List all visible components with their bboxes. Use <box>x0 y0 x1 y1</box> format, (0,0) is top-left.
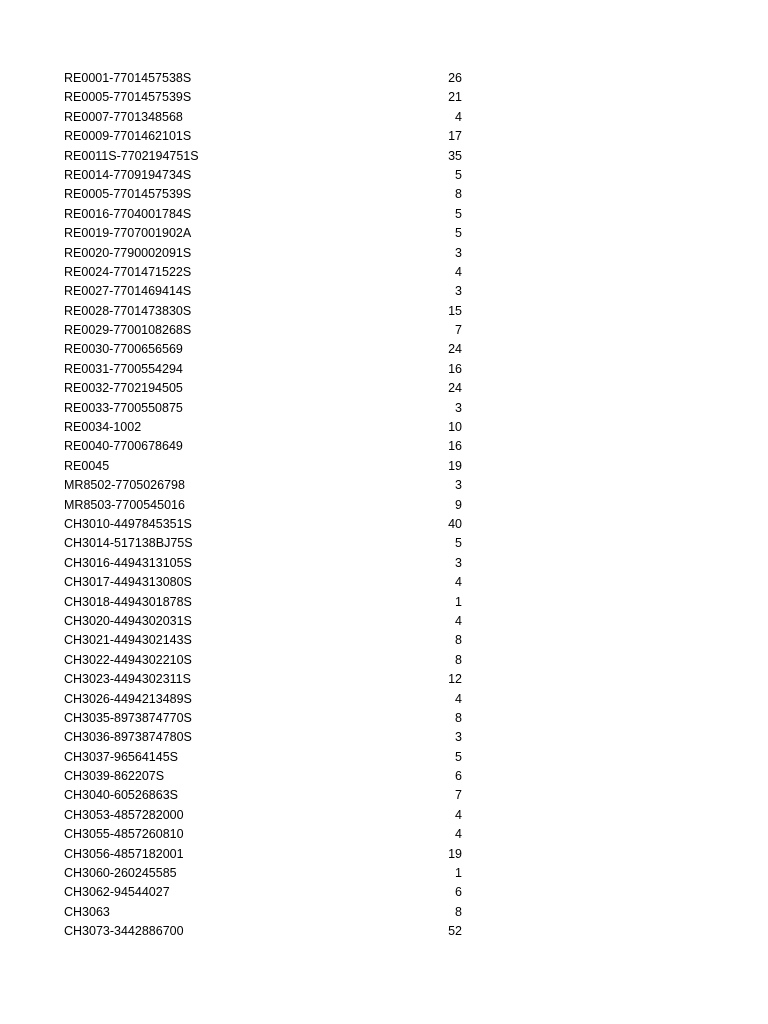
part-quantity: 10 <box>448 420 462 435</box>
part-quantity: 4 <box>455 807 462 822</box>
part-code: RE0019-7707001902A <box>64 226 192 241</box>
part-code: RE0007-7701348568 <box>64 109 183 124</box>
part-quantity: 6 <box>455 769 462 784</box>
list-row <box>64 108 464 127</box>
part-code: CH3063 <box>64 904 110 919</box>
part-code: RE0020-7790002091S <box>64 245 192 260</box>
list-row <box>64 631 464 650</box>
part-quantity: 8 <box>455 633 462 648</box>
list-row <box>64 651 464 670</box>
list-row <box>64 302 464 321</box>
list-row <box>64 418 464 437</box>
part-quantity: 3 <box>455 245 462 260</box>
part-code: CH3053-4857282000 <box>64 807 184 822</box>
part-quantity: 16 <box>448 439 462 454</box>
part-quantity: 3 <box>455 555 462 570</box>
part-quantity: 35 <box>448 148 462 163</box>
part-quantity: 19 <box>448 458 462 473</box>
part-code: CH3018-4494301878S <box>64 594 192 609</box>
part-code: CH3035-8973874770S <box>64 710 192 725</box>
part-code: RE0028-7701473830S <box>64 303 192 318</box>
list-row <box>64 670 464 689</box>
part-quantity: 9 <box>455 497 462 512</box>
part-quantity: 4 <box>455 827 462 842</box>
part-quantity: 4 <box>455 613 462 628</box>
list-row <box>64 786 464 805</box>
list-row <box>64 244 464 263</box>
part-quantity: 8 <box>455 904 462 919</box>
list-row <box>64 922 464 941</box>
part-code: RE0001-7701457538S <box>64 71 192 85</box>
part-code: CH3040-60526863S <box>64 788 178 803</box>
part-quantity: 4 <box>455 109 462 124</box>
part-quantity: 5 <box>455 226 462 241</box>
list-row <box>64 282 464 301</box>
list-row <box>64 476 464 495</box>
part-quantity: 5 <box>455 536 462 551</box>
parts-list <box>64 69 464 942</box>
part-code: MR8502-7705026798 <box>64 478 185 493</box>
part-code: CH3056-4857182001 <box>64 846 184 861</box>
part-code: RE0033-7700550875 <box>64 400 183 415</box>
part-code: CH3021-4494302143S <box>64 633 192 648</box>
part-code: RE0024-7701471522S <box>64 264 192 279</box>
list-row <box>64 864 464 883</box>
part-code: RE0029-7700108268S <box>64 323 192 338</box>
list-row <box>64 534 464 553</box>
part-quantity: 24 <box>448 381 462 396</box>
part-quantity: 24 <box>448 342 462 357</box>
part-code: MR8503-7700545016 <box>64 497 185 512</box>
list-row <box>64 690 464 709</box>
list-row <box>64 69 464 88</box>
part-quantity: 5 <box>455 749 462 764</box>
part-quantity: 40 <box>448 516 462 531</box>
list-row <box>64 127 464 146</box>
part-quantity: 12 <box>448 672 462 687</box>
part-quantity: 7 <box>455 323 462 338</box>
part-quantity: 52 <box>448 924 462 939</box>
part-quantity: 1 <box>455 866 462 881</box>
list-row <box>64 399 464 418</box>
list-row <box>64 147 464 166</box>
part-code: RE0005-7701457539S <box>64 90 192 105</box>
part-code: RE0045 <box>64 458 110 473</box>
list-row <box>64 593 464 612</box>
list-row <box>64 166 464 185</box>
part-quantity: 8 <box>455 710 462 725</box>
list-row <box>64 496 464 515</box>
part-code: CH3073-3442886700 <box>64 924 184 939</box>
list-row <box>64 340 464 359</box>
list-row <box>64 728 464 747</box>
list-row <box>64 709 464 728</box>
part-code: CH3023-4494302311S <box>64 672 191 687</box>
part-code: RE0032-7702194505 <box>64 381 183 396</box>
part-code: CH3026-4494213489S <box>64 691 192 706</box>
part-code: CH3014-517138BJ75S <box>64 536 193 551</box>
part-quantity: 17 <box>448 129 462 144</box>
part-code: CH3016-4494313105S <box>64 555 192 570</box>
part-quantity: 21 <box>448 90 462 105</box>
list-row <box>64 748 464 767</box>
part-quantity: 3 <box>455 730 462 745</box>
part-code: RE0040-7700678649 <box>64 439 183 454</box>
part-code: CH3036-8973874780S <box>64 730 192 745</box>
list-row <box>64 457 464 476</box>
list-row <box>64 573 464 592</box>
part-code: CH3010-4497845351S <box>64 516 192 531</box>
part-quantity: 5 <box>455 167 462 182</box>
part-code: RE0009-7701462101S <box>64 129 192 144</box>
part-code: CH3022-4494302210S <box>64 652 192 667</box>
part-code: CH3062-94544027 <box>64 885 170 900</box>
list-row <box>64 903 464 922</box>
part-quantity: 7 <box>455 788 462 803</box>
part-quantity: 5 <box>455 206 462 221</box>
part-code: RE0005-7701457539S <box>64 187 192 202</box>
part-code: CH3055-4857260810 <box>64 827 184 842</box>
part-code: CH3039-862207S <box>64 769 165 784</box>
part-quantity: 1 <box>455 594 462 609</box>
part-code: CH3060-260245585 <box>64 866 177 881</box>
list-row <box>64 379 464 398</box>
part-quantity: 6 <box>455 885 462 900</box>
part-code: RE0030-7700656569 <box>64 342 183 357</box>
part-quantity: 4 <box>455 575 462 590</box>
part-code: RE0016-7704001784S <box>64 206 192 221</box>
list-row <box>64 612 464 631</box>
list-row <box>64 845 464 864</box>
list-row <box>64 515 464 534</box>
part-quantity: 3 <box>455 400 462 415</box>
part-code: RE0027-7701469414S <box>64 284 192 299</box>
list-row <box>64 767 464 786</box>
list-row <box>64 554 464 573</box>
part-quantity: 8 <box>455 652 462 667</box>
list-row <box>64 806 464 825</box>
list-row <box>64 224 464 243</box>
part-quantity: 4 <box>455 264 462 279</box>
part-code: RE0014-7709194734S <box>64 167 192 182</box>
part-code: CH3037-96564145S <box>64 749 178 764</box>
part-quantity: 16 <box>448 361 462 376</box>
part-code: CH3017-4494313080S <box>64 575 192 590</box>
part-code: RE0031-7700554294 <box>64 361 183 376</box>
list-row <box>64 360 464 379</box>
list-row <box>64 321 464 340</box>
list-row <box>64 263 464 282</box>
list-row <box>64 825 464 844</box>
part-code: RE0034-1002 <box>64 420 142 435</box>
list-row <box>64 185 464 204</box>
part-quantity: 4 <box>455 691 462 706</box>
list-row <box>64 88 464 107</box>
part-quantity: 3 <box>455 284 462 299</box>
part-quantity: 19 <box>448 846 462 861</box>
part-quantity: 3 <box>455 478 462 493</box>
list-row <box>64 205 464 224</box>
part-code: CH3020-4494302031S <box>64 613 192 628</box>
list-row <box>64 437 464 456</box>
part-quantity: 8 <box>455 187 462 202</box>
part-quantity: 15 <box>448 303 462 318</box>
part-code: RE0011S-7702194751S <box>64 148 199 163</box>
part-quantity: 26 <box>448 71 462 85</box>
list-row <box>64 883 464 902</box>
